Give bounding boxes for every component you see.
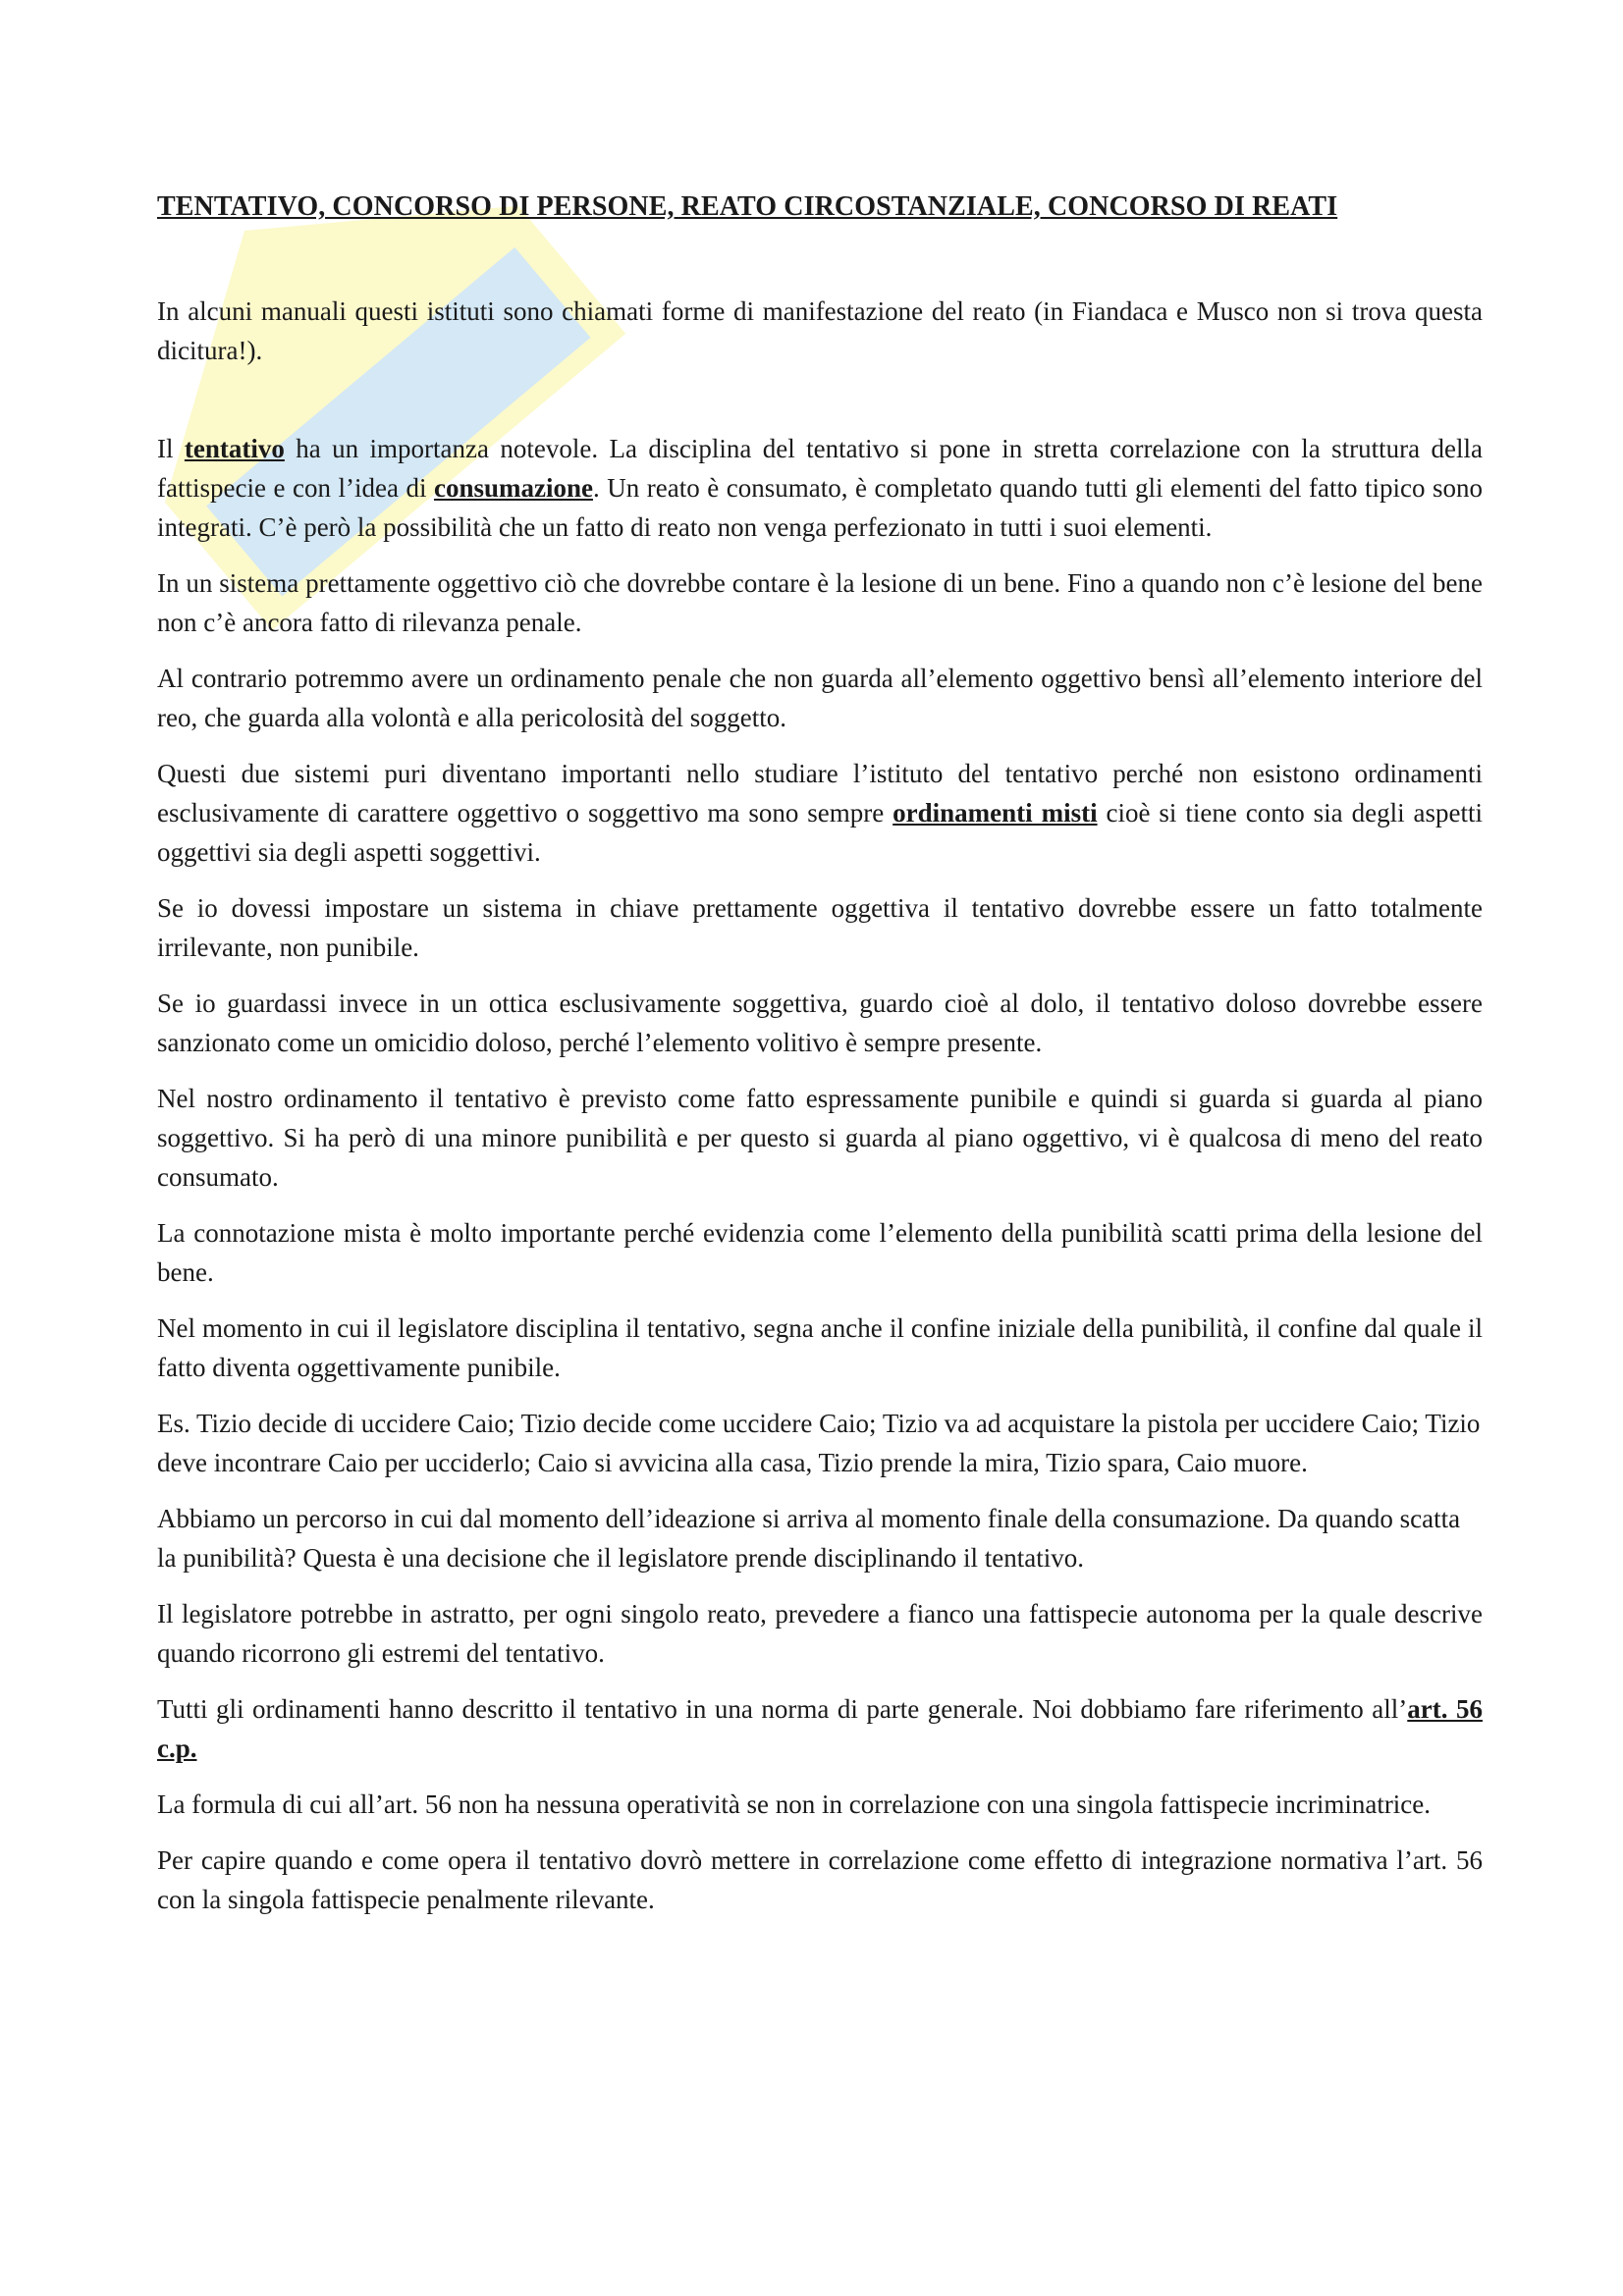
keyword-ordinamenti-misti: ordinamenti misti (893, 798, 1098, 828)
paragraph-ottica-soggettiva: Se io guardassi invece in un ottica esclusivamente soggettiva, guardo cioè al dolo, il tentativo doloso dovrebbe essere sanzionato come un omicidio doloso, perché l’elemento volitivo è sempre presente. (157, 988, 1483, 1057)
paragraph-tentativo (157, 429, 1483, 547)
paragraph-intro: In alcuni manuali questi istituti sono chiamati forme di manifestazione del reato (in Fiandaca e Musco non si trova questa dicitura!). (157, 296, 1483, 365)
text-run: cioè si tiene conto sia degli aspetti oggettivi sia degli aspetti soggettivi. (157, 798, 1483, 867)
paragraph-legislatore: Il legislatore potrebbe in astratto, per ogni singolo reato, prevedere a fianco una fattispecie autonoma per la quale descrive quando ricorrono gli estremi del tentativo. (157, 1599, 1483, 1668)
document-content (157, 191, 1483, 1936)
document-title: TENTATIVO, CONCORSO DI PERSONE, REATO CIRCOSTANZIALE, CONCORSO DI REATI (157, 191, 1338, 222)
keyword-art-56: art. 56 c.p. (157, 1694, 1483, 1763)
text-run: Tutti gli ordinamenti hanno descritto il tentativo in una norma di parte generale. Noi dobbiamo fare riferimento all’ (157, 1694, 1408, 1724)
paragraph-percorso: Abbiamo un percorso in cui dal momento dell’ideazione si arriva al momento finale della consumazione. Da quando scatta la punibilità? Questa è una decisione che il legislatore prende disciplinando il tentativo. (157, 1504, 1461, 1573)
keyword-consumazione: consumazione (433, 473, 593, 503)
paragraph-sistema-oggettivo: In un sistema prettamente oggettivo ciò che dovrebbe contare è la lesione di un bene. Fino a quando non c’è lesione del bene non c’è ancora fatto di rilevanza penale. (157, 568, 1483, 637)
text-run: ha un importanza notevole. La disciplina del tentativo si pone in stretta correlazione con la struttura della fattispecie e con l’idea di (157, 434, 1483, 503)
paragraph-chiave-oggettiva: Se io dovessi impostare un sistema in chiave prettamente oggettiva il tentativo dovrebbe essere un fatto totalmente irrilevante, non punibile. (157, 893, 1483, 962)
paragraph-esempio: Es. Tizio decide di uccidere Caio; Tizio decide come uccidere Caio; Tizio va ad acquistare la pistola per uccidere Caio; Tizio deve incontrare Caio per ucciderlo; Caio si avvicina alla casa, Tizio prende la mira, Tizio spara, Caio muore. (157, 1409, 1481, 1477)
paragraph-connotazione-mista: La connotazione mista è molto importante perché evidenzia come l’elemento della punibilità scatti prima della lesione del bene. (157, 1218, 1483, 1287)
paragraph-confine-punibilita: Nel momento in cui il legislatore disciplina il tentativo, segna anche il confine iniziale della punibilità, il confine dal quale il fatto diventa oggettivamente punibile. (157, 1313, 1483, 1382)
text-run: Il (157, 434, 185, 463)
text-run: Questi due sistemi puri diventano importanti nello studiare l’istituto del tentativo perché non esistono ordinamenti esclusivamente di carattere oggettivo o soggettivo ma sono sempre (157, 759, 1483, 828)
keyword-tentativo: tentativo (184, 434, 285, 463)
paragraph-formula-art-56: La formula di cui all’art. 56 non ha nessuna operatività se non in correlazione con una singola fattispecie incriminatrice. (157, 1789, 1432, 1819)
paragraph-ordinamenti-misti (157, 754, 1483, 872)
paragraph-nostro-ordinamento: Nel nostro ordinamento il tentativo è previsto come fatto espressamente punibile e quindi si guarda si guarda al piano soggettivo. Si ha però di una minore punibilità e per questo si guarda al piano oggettivo, vi è qualcosa di meno del reato consumato. (157, 1084, 1483, 1192)
paragraph-ordinamento-soggettivo: Al contrario potremmo avere un ordinamento penale che non guarda all’elemento oggettivo bensì all’elemento interiore del reo, che guarda alla volontà e alla pericolosità del soggetto. (157, 664, 1483, 732)
text-run: . Un reato è consumato, è completato quando tutti gli elementi del fatto tipico sono integrati. C’è però la possibilità che un fatto di reato non venga perfezionato in tutti i suoi elementi. (157, 473, 1483, 542)
paragraph-norma-generale (157, 1689, 1483, 1768)
paragraph-integrazione-normativa: Per capire quando e come opera il tentativo dovrò mettere in correlazione come effetto di integrazione normativa l’art. 56 con la singola fattispecie penalmente rilevante. (157, 1845, 1483, 1914)
